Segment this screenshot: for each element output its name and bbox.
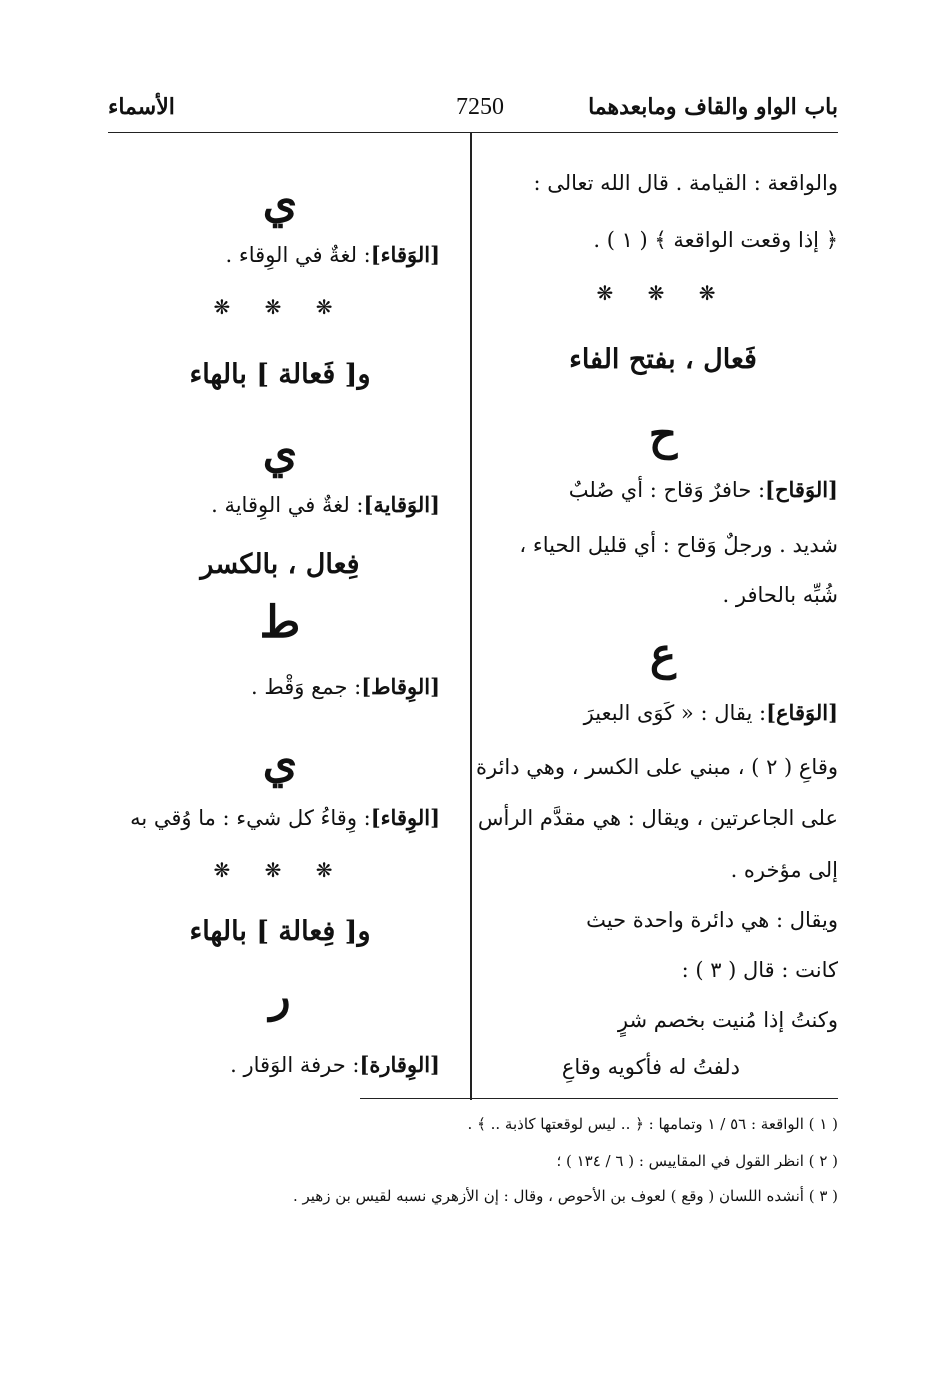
entry-term: [الوَقاية] <box>363 492 440 517</box>
verse-line-2: دلفتُ له فأكويه وقاعِ <box>561 1055 740 1079</box>
separator-stars: ❋ ❋ ❋ <box>596 281 730 305</box>
letter-heading-ra: ر <box>269 971 291 1022</box>
entry-definition: : لغةٌ في الوِقاية . <box>211 493 364 517</box>
entry-waqah <box>488 475 838 505</box>
chapter-title: باب الواو والقاف ومابعدهما <box>588 94 838 120</box>
entry-term: [الوَقاح] <box>765 477 838 502</box>
entry-wiqat <box>120 672 440 702</box>
verse-line-1: وكنتُ إذا مُنيت بخصم شرٍ <box>617 1008 838 1032</box>
entry-definition: : وِقاءُ كل شيء : ما وُقي به <box>130 806 371 830</box>
section-title-fiala: و[ فِعالة ] بالهاء <box>189 916 371 947</box>
separator-stars: ❋ ❋ ❋ <box>213 858 347 882</box>
entry-term: [الوِقارة] <box>359 1052 440 1077</box>
entry-wiqa-2 <box>120 803 440 833</box>
text-line: ويقال : هي دائرة واحدة حيث <box>586 908 838 932</box>
letter-heading-ya: ي <box>262 427 298 478</box>
footnote-3: ( ٣ ) أنشده اللسان ( وقع ) لعوف بن الأحوص ، وقال : إن الأزهري نسبه لقيس بن زهير . <box>292 1187 838 1205</box>
entry-definition: : جمع وَقْط . <box>250 675 362 699</box>
entry-term: [الوِقاط] <box>361 674 440 699</box>
section-title-fatha: فَعال ، بفتح الفاء <box>569 344 757 375</box>
entry-wiqaya <box>120 490 440 520</box>
section-title-faala: و[ فَعالة ] بالهاء <box>189 359 371 390</box>
entry-definition: : لغةٌ في الوِقاء . <box>225 243 371 267</box>
entry-term: [الوِقاء] <box>370 805 440 830</box>
letter-heading-ya: ي <box>262 177 298 228</box>
letter-heading-ya: ي <box>262 737 298 788</box>
entry-definition: : يقال : « كَوَى البعيرَ <box>583 701 767 725</box>
letter-heading-ta: ط <box>259 597 301 648</box>
separator-stars: ❋ ❋ ❋ <box>213 295 347 319</box>
page-number: 7250 <box>456 94 504 120</box>
header-rule <box>108 132 838 133</box>
entry-term: [الوَقاء] <box>370 242 440 267</box>
section-title-kasra: فِعال ، بالكسر <box>200 549 360 580</box>
entry-definition: : حرفة الوَقار . <box>230 1053 360 1077</box>
entry-term: [الوَقاع] <box>766 700 838 725</box>
text-line: شُبِّه بالحافر . <box>722 583 838 607</box>
footnote-rule <box>360 1098 838 1099</box>
entry-definition: : حافرٌ وَقاح : أي صُلبٌ <box>568 478 766 502</box>
entry-waqa-1 <box>120 240 440 270</box>
intro-line-2: ﴿ إذا وقعت الواقعة ﴾ ( ١ ) . <box>593 228 838 252</box>
entry-waqa <box>488 698 838 728</box>
text-line: على الجاعرتين ، ويقال : هي مقدَّم الرأس <box>477 806 838 830</box>
letter-heading-ha: ح <box>648 409 678 460</box>
entry-wiqara <box>120 1050 440 1080</box>
text-line: كانت : قال ( ٣ ) : <box>681 958 838 982</box>
section-heading: الأسماء <box>108 94 175 120</box>
column-divider <box>470 132 472 1100</box>
footnote-1: ( ١ ) الواقعة : ٥٦ / ١ وتمامها : ﴿ .. ليس لوقعتها كاذبة .. ﴾ . <box>467 1115 838 1133</box>
footnote-2: ( ٢ ) انظر القول في المقاييس : ( ٦ / ١٣٤ ) ؛ <box>556 1152 838 1170</box>
text-line: إلى مؤخره . <box>730 858 838 882</box>
intro-line-1: والواقعة : القيامة . قال الله تعالى : <box>533 171 838 195</box>
text-line: وقاعِ ( ٢ ) ، مبني على الكسر ، وهي دائرة <box>476 755 838 779</box>
text-line: شديد . ورجلٌ وَقاح : أي قليل الحياء ، <box>519 533 838 557</box>
letter-heading-ain: ع <box>649 629 677 680</box>
